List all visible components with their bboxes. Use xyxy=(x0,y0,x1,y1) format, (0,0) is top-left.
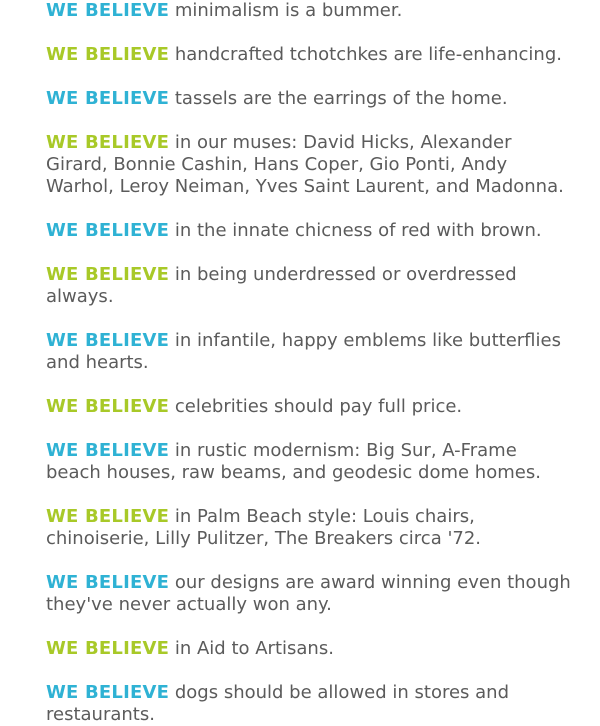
belief-text: in infantile, happy emblems like butterflies and hearts. xyxy=(46,330,561,373)
belief-text: in our muses: David Hicks, Alexander Girard, Bonnie Cashin, Hans Coper, Gio Ponti, Andy Warhol, Leroy Neiman, Yves Saint Laurent, and Madonna. xyxy=(46,132,564,197)
belief-label: WE BELIEVE xyxy=(46,330,170,351)
belief-item xyxy=(46,220,576,242)
belief-text: tassels are the earrings of the home. xyxy=(174,88,508,109)
belief-item xyxy=(46,88,576,110)
belief-label: WE BELIEVE xyxy=(46,264,170,285)
belief-label: WE BELIEVE xyxy=(46,572,170,593)
belief-label: WE BELIEVE xyxy=(46,506,170,527)
belief-text: in being underdressed or overdressed always. xyxy=(46,264,517,307)
belief-item xyxy=(46,132,576,198)
belief-label: WE BELIEVE xyxy=(46,220,170,241)
belief-item xyxy=(46,440,576,484)
belief-text: handcrafted tchotchkes are life-enhancing. xyxy=(174,44,562,65)
belief-text: in the innate chicness of red with brown. xyxy=(174,220,542,241)
belief-item xyxy=(46,638,576,660)
belief-text: in Palm Beach style: Louis chairs, chinoiserie, Lilly Pulitzer, The Breakers circa '72. xyxy=(46,506,482,549)
belief-label: WE BELIEVE xyxy=(46,0,170,21)
belief-label: WE BELIEVE xyxy=(46,88,170,109)
belief-label: WE BELIEVE xyxy=(46,638,170,659)
belief-text: our designs are award winning even though they've never actually won any. xyxy=(46,572,571,615)
belief-item xyxy=(46,264,576,308)
belief-label: WE BELIEVE xyxy=(46,396,170,417)
belief-text: minimalism is a bummer. xyxy=(174,0,403,21)
belief-item xyxy=(46,44,576,66)
belief-item xyxy=(46,682,576,726)
beliefs-list xyxy=(46,0,576,726)
belief-label: WE BELIEVE xyxy=(46,132,170,153)
belief-text: celebrities should pay full price. xyxy=(174,396,463,417)
belief-item xyxy=(46,396,576,418)
belief-text: dogs should be allowed in stores and restaurants. xyxy=(46,682,510,725)
belief-item xyxy=(46,506,576,550)
belief-label: WE BELIEVE xyxy=(46,440,170,461)
belief-item xyxy=(46,330,576,374)
belief-text: in Aid to Artisans. xyxy=(174,638,334,659)
belief-label: WE BELIEVE xyxy=(46,44,170,65)
belief-label: WE BELIEVE xyxy=(46,682,170,703)
belief-text: in rustic modernism: Big Sur, A-Frame beach houses, raw beams, and geodesic dome homes. xyxy=(46,440,541,483)
belief-item xyxy=(46,572,576,616)
belief-item xyxy=(46,0,576,22)
